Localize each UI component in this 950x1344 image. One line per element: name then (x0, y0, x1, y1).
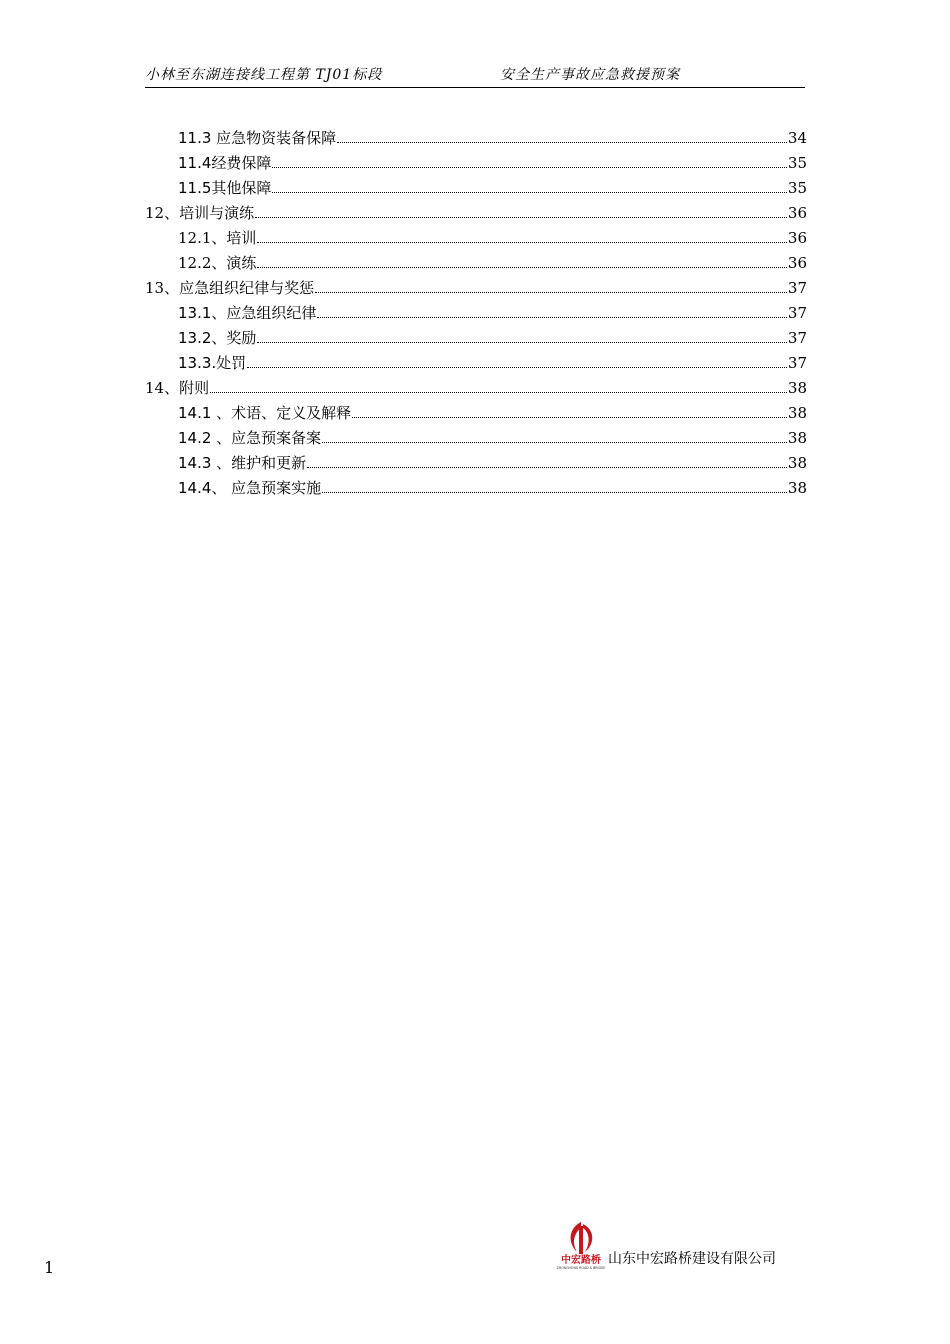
toc-entry-label: 13、应急组织纪律与奖惩 (145, 279, 315, 297)
toc-entry[interactable] (178, 250, 807, 272)
toc-entry-page: 38 (787, 404, 807, 422)
toc-leader-dots (322, 441, 787, 443)
toc-entry[interactable] (145, 200, 807, 222)
toc-entry-page: 38 (787, 429, 807, 447)
header-project-title: 小林至东湖连接线工程第 TJ01标段 (145, 67, 383, 83)
toc-leader-dots (272, 166, 787, 168)
toc-leader-dots (272, 191, 787, 193)
toc-leader-dots (255, 216, 787, 218)
toc-entry[interactable] (178, 225, 807, 247)
toc-leader-dots (317, 316, 787, 318)
page-header (145, 64, 805, 86)
toc-leader-dots (210, 391, 787, 393)
toc-entry-page: 37 (787, 279, 807, 297)
toc-entry[interactable] (178, 425, 807, 447)
toc-leader-dots (352, 416, 787, 418)
toc-entry[interactable] (145, 375, 807, 397)
toc-entry-page: 35 (787, 154, 807, 172)
toc-entry-label: 11.3 应急物资装备保障 (178, 129, 337, 147)
toc-entry-label: 12.1、培训 (178, 229, 257, 247)
toc-entry-label: 12、培训与演练 (145, 204, 255, 222)
toc-entry-label: 14.4、 应急预案实施 (178, 479, 322, 497)
toc-entry[interactable] (178, 400, 807, 422)
toc-entry-label: 11.5其他保障 (178, 179, 272, 197)
toc-entry-label: 14.3 、维护和更新 (178, 454, 307, 472)
toc-leader-dots (257, 266, 787, 268)
toc-entry[interactable] (178, 475, 807, 497)
toc-entry-label: 11.4经费保障 (178, 154, 272, 172)
company-logo (555, 1220, 607, 1270)
logo-flame-right-icon (583, 1224, 592, 1252)
toc-entry-label: 12.2、演练 (178, 254, 257, 272)
toc-entry[interactable] (178, 150, 807, 172)
toc-entry-label: 13.2、奖励 (178, 329, 257, 347)
header-document-title: 安全生产事故应急救援预案 (500, 67, 680, 83)
toc-leader-dots (337, 141, 787, 143)
toc-entry-page: 36 (787, 254, 807, 272)
toc-leader-dots (322, 491, 787, 493)
footer-company-name: 山东中宏路桥建设有限公司 (608, 1251, 776, 1267)
toc-entry-page: 36 (787, 204, 807, 222)
toc-leader-dots (247, 366, 787, 368)
toc-entry-page: 38 (787, 379, 807, 397)
toc-entry[interactable] (178, 300, 807, 322)
toc-leader-dots (307, 466, 787, 468)
toc-entry[interactable] (178, 175, 807, 197)
toc-entry-label: 14.2 、应急预案备案 (178, 429, 322, 447)
logo-wordmark: 中宏路桥 (561, 1255, 601, 1266)
toc-entry-page: 36 (787, 229, 807, 247)
toc-leader-dots (257, 241, 787, 243)
logo-pillar-icon (579, 1226, 583, 1254)
toc-entry-page: 38 (787, 479, 807, 497)
toc-entry[interactable] (178, 125, 807, 147)
toc-entry-label: 13.3.处罚 (178, 354, 247, 372)
toc-entry-label: 14、附则 (145, 379, 210, 397)
toc-entry[interactable] (178, 450, 807, 472)
page-number: 1 (44, 1258, 55, 1277)
toc-entry-label: 14.1 、术语、定义及解释 (178, 404, 352, 422)
toc-leader-dots (315, 291, 787, 293)
toc-entry-page: 37 (787, 354, 807, 372)
toc-entry-label: 13.1、应急组织纪律 (178, 304, 317, 322)
toc-entry-page: 37 (787, 329, 807, 347)
toc-entry-page: 38 (787, 454, 807, 472)
toc-leader-dots (257, 341, 787, 343)
toc-entry[interactable] (178, 350, 807, 372)
toc-entry[interactable] (178, 325, 807, 347)
header-divider (145, 87, 805, 88)
toc-entry-page: 34 (787, 129, 807, 147)
toc-entry-page: 37 (787, 304, 807, 322)
toc-entry-page: 35 (787, 179, 807, 197)
toc-entry[interactable] (145, 275, 807, 297)
logo-subtext: ZHONGHONG ROAD & BRIDGE (556, 1266, 606, 1270)
